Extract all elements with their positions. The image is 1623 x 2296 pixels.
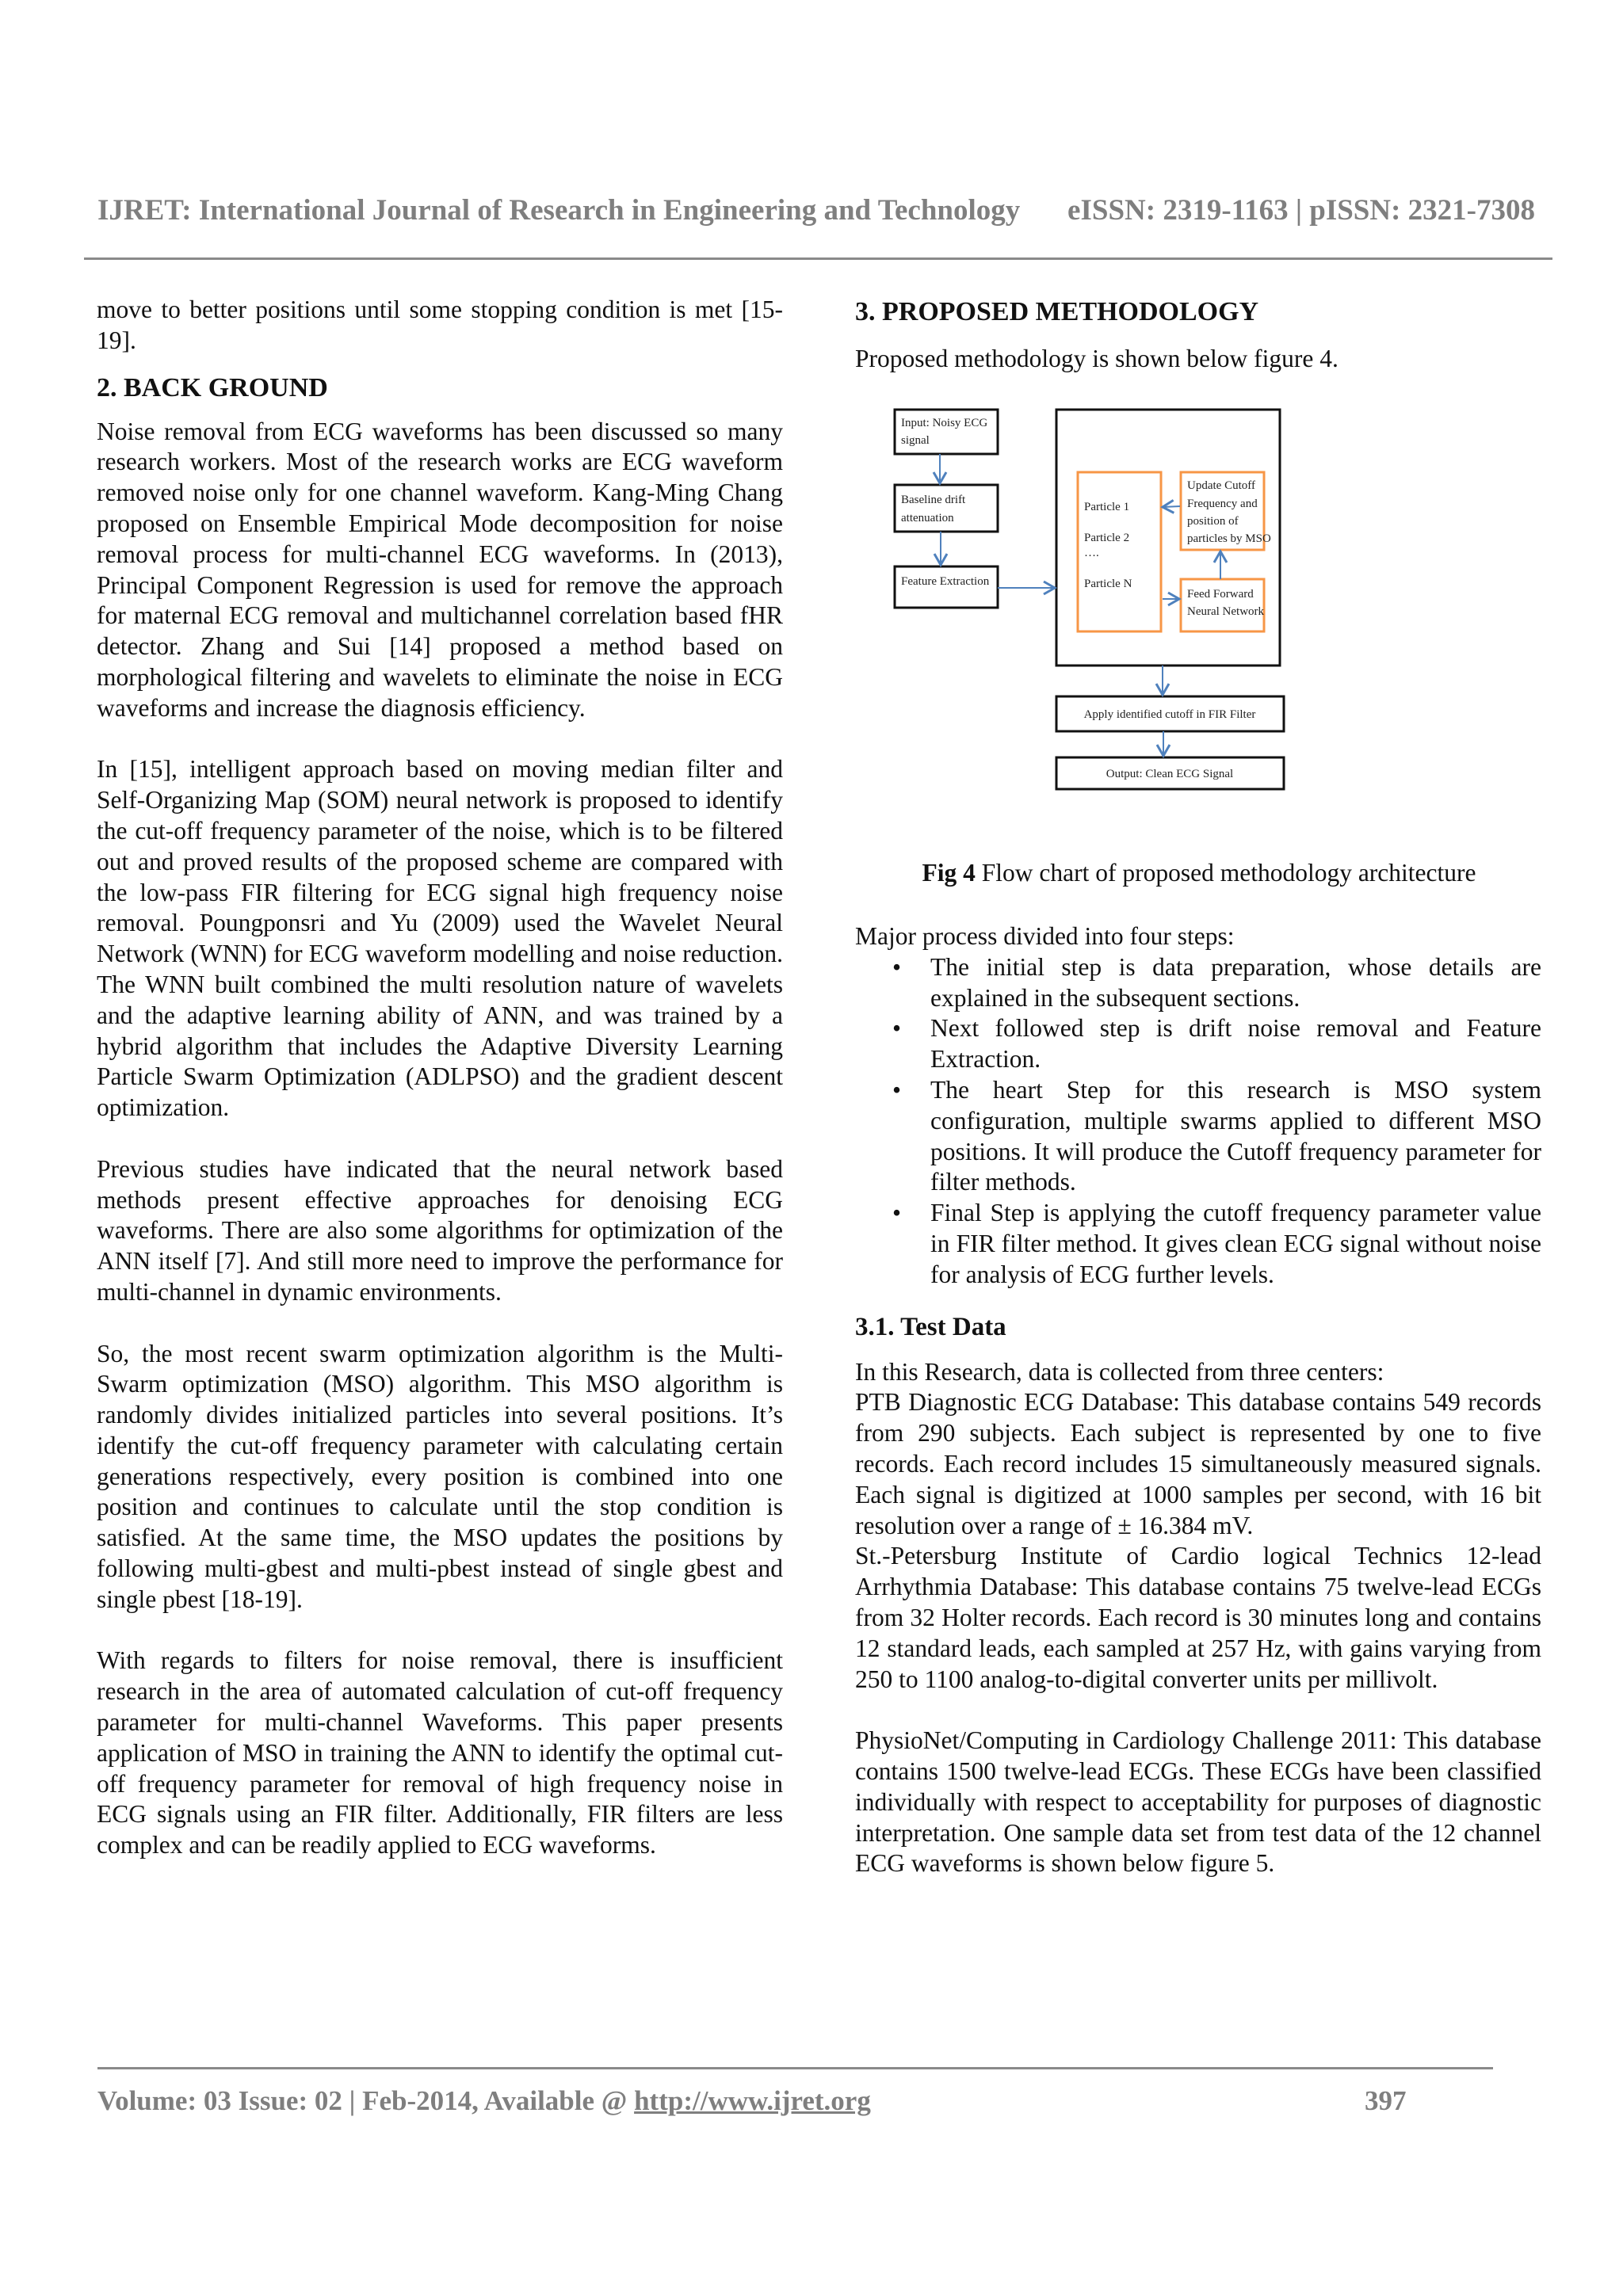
- paragraph: PTB Diagnostic ECG Database: This database contains 549 records from 290 subjects. Each subject is represented by one to five records. Each record includes 15 simultaneously measured signals. Each signal is digitized at 1000 samples per second, with 16 bit resolution over a range of ± 16.384 mV.: [855, 1388, 1541, 1539]
- particle-label: Particle 1: [1084, 501, 1130, 513]
- list-item: • Next followed step is drift noise removal and Feature Extraction.: [892, 1014, 1541, 1074]
- update-label: position of: [1187, 515, 1239, 528]
- list-item: • The initial step is data preparation, whose details are explained in the subsequent sections.: [892, 952, 1541, 1012]
- left-column: [97, 295, 783, 1861]
- caption-label: Fig 4: [922, 859, 976, 887]
- baseline-box: [895, 485, 998, 532]
- section-heading-methodology: 3. PROPOSED METHODOLOGY: [855, 297, 1259, 326]
- subsection-heading-test-data: 3.1. Test Data: [855, 1312, 1006, 1341]
- paragraph: St.-Petersburg Institute of Cardio logical Technics 12-lead Arrhythmia Database: This database contains 75 twelve-lead ECGs from 32 Holter records. Each record is 30 minutes long and contains 12 standard leads, each sampled at 257 Hz, with gains varying from 250 to 1100 analog-to-digital converter units per millivolt.: [855, 1542, 1541, 1693]
- paragraph: In [15], intelligent approach based on moving median filter and Self-Organizing Map (SOM) neural network is proposed to identify the cut-off frequency parameter of the noise, which is to be filtered out and proved results of the proposed scheme are compared with the low-pass FIR filtering for ECG signal high frequency noise removal. Poungponsri and Yu (2009) used the Wavelet Neural Network (WNN) for ECG waveform modelling and noise reduction. The WNN built combined the multi resolution nature of wavelets and the adaptive learning ability of ANN, and was trained by a hybrid algorithm that includes the Adaptive Diversity Learning Particle Swarm Optimization (ADLPSO) and the gradient descent optimization.: [97, 755, 783, 1122]
- flowchart-diagram: [888, 396, 1506, 840]
- input-label: Input: Noisy ECG: [901, 417, 988, 429]
- ffnn-label: Neural Network: [1187, 605, 1265, 618]
- footer-text: Volume: 03 Issue: 02 | Feb-2014, Available @ http://www.ijret.org: [97, 2085, 871, 2116]
- journal-title: IJRET: International Journal of Research in Engineering and Technology: [97, 194, 1021, 227]
- methodology-intro: Proposed methodology is shown below figure 4.: [855, 345, 1338, 372]
- header-rule: [84, 257, 1552, 260]
- issn: eISSN: 2319-1163 | pISSN: 2321-7308: [1067, 194, 1535, 227]
- list-item: • The heart Step for this research is MSO system configuration, multiple swarms applied to different MSO positions. It will produce the Cutoff frequency parameter for filter methods.: [892, 1075, 1541, 1196]
- paragraph: Previous studies have indicated that the neural network based methods present effective approaches for denoising ECG waveforms. There are also some algorithms for optimization of the ANN itself [7]. And still more need to improve the performance for multi-channel in dynamic environments.: [97, 1154, 783, 1306]
- right-column-top: [855, 296, 1541, 406]
- update-label: Frequency and: [1187, 498, 1258, 510]
- right-column-bottom: [855, 921, 1541, 1879]
- caption-text: Flow chart of proposed methodology architecture: [975, 859, 1476, 887]
- input-label: signal: [901, 434, 930, 447]
- journal-link[interactable]: http://www.ijret.org: [634, 2085, 871, 2116]
- paragraph: In this Research, data is collected from three centers:: [855, 1357, 1384, 1386]
- paragraph: So, the most recent swarm optimization algorithm is the Multi-Swarm optimization (MSO) algorithm. This MSO algorithm is randomly divides initialized particles into several positions. It’s identify the cut-off frequency parameter with calculating certain generations respectively, every position is combined into one position and continues to calculate until the stop condition is satisfied. At the same time, the MSO updates the positions by following multi-gbest and multi-pbest instead of single gbest and single pbest [18-19].: [97, 1339, 783, 1613]
- update-label: Update Cutoff: [1187, 479, 1255, 492]
- ffnn-label: Feed Forward: [1187, 588, 1254, 601]
- output-label: Output: Clean ECG Signal: [1106, 768, 1234, 780]
- section-heading-background: 2. BACK GROUND: [97, 372, 328, 402]
- figure-caption: [856, 859, 1542, 887]
- footer-rule: [97, 2067, 1493, 2069]
- paragraph: With regards to filters for noise removal, there is insufficient research in the area of automated calculation of cut-off frequency parameter for multi-channel Waveforms. This paper presents application of MSO in training the ANN to identify the optimal cut-off frequency parameter for removal of high frequency noise in ECG signals using an FIR filter. Additionally, FIR filters are less complex and can be readily applied to ECG waveforms.: [97, 1646, 783, 1859]
- particle-label: Particle 2: [1084, 532, 1130, 544]
- page-number: 397: [1365, 2085, 1407, 2116]
- steps-list: [855, 952, 1541, 1291]
- list-item: • Final Step is applying the cutoff frequency parameter value in FIR filter method. It gives clean ECG signal without noise for analysis of ECG further levels.: [892, 1199, 1541, 1288]
- baseline-label: attenuation: [901, 512, 954, 524]
- paragraph: Noise removal from ECG waveforms has been discussed so many research workers. Most of the research works are ECG waveform removed noise only for one channel waveform. Kang-Ming Chang proposed on Ensemble Empirical Mode decomposition for noise removal process for multi-channel ECG waveforms. In (2013), Principal Component Regression is used for remove the approach for maternal ECG removal and multichannel correlation based fHR detector. Zhang and Sui [14] proposed a method based on morphological filtering and wavelets to eliminate the noise in ECG waveforms and increase the diagnosis efficiency.: [97, 417, 783, 722]
- feature-label: Feature Extraction: [901, 575, 990, 588]
- update-label: particles by MSO: [1187, 532, 1271, 545]
- steps-intro: Major process divided into four steps:: [855, 922, 1235, 950]
- baseline-label: Baseline drift: [901, 494, 966, 506]
- particle-ellipsis: ….: [1084, 547, 1099, 559]
- paragraph: PhysioNet/Computing in Cardiology Challenge 2011: This database contains 1500 twelve-lead ECGs. These ECGs have been classified individually with respect to acceptability for purposes of diagnostic interpretation. One sample data set from test data of the 12 channel ECG waveforms is shown below figure 5.: [855, 1726, 1541, 1878]
- particle-label: Particle N: [1084, 578, 1132, 590]
- intro-text: move to better positions until some stopping condition is met [15-19].: [97, 296, 783, 354]
- apply-label: Apply identified cutoff in FIR Filter: [1083, 708, 1256, 721]
